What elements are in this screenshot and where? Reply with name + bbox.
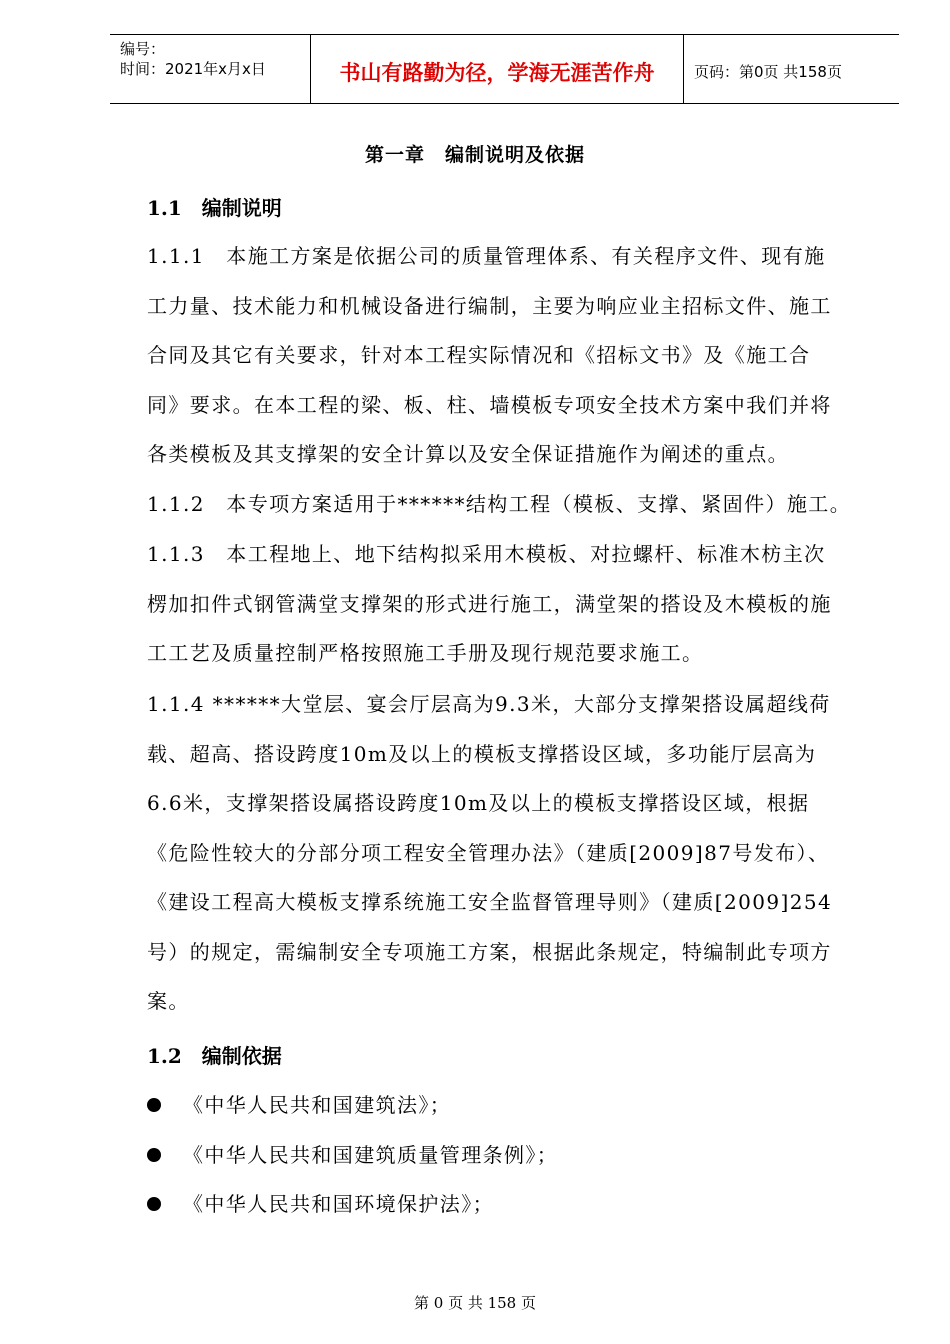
text-line: 1.1.3 本工程地上、地下结构拟采用木模板、对拉螺杆、标准木枋主次 [147,542,826,566]
list-item [147,1139,558,1168]
bullet-icon [147,1197,161,1211]
section-title-1-1: 1.1 编制说明 [147,196,282,220]
text-line: 合同及其它有关要求，针对本工程实际情况和《招标文书》及《施工合 [147,343,811,367]
bullet-icon [147,1098,161,1112]
text-line: 《危险性较大的分部分项工程安全管理办法》（建质[2009]87号发布）、 [147,840,830,865]
list-item-text: 《中华人民共和国建筑法》； [183,1093,452,1117]
text-line: 1.1.2 本专项方案适用于******结构工程（模板、支撑、紧固件）施工。 [147,492,852,516]
text-line: 楞加扣件式钢管满堂支撑架的形式进行施工，满堂架的搭设及木模板的施 [147,591,832,616]
text-line: 6.6米，支撑架搭设属搭设跨度10m及以上的模板支撑搭设区域，根据 [147,791,810,815]
time-label: 时间：2021年x月x日 [120,60,266,78]
header-motto: 书山有路勤为径，学海无涯苦作舟 [339,61,655,85]
page-header [110,34,899,104]
paragraph-1-1-3 [147,530,867,679]
text-line: 案。 [147,989,190,1013]
text-line: 工力量、技术能力和机械设备进行编制，主要为响应业主招标文件、施工 [147,293,832,318]
header-meta-cell [110,35,311,103]
list-item [147,1188,494,1217]
text-line: 1.1.1 本施工方案是依据公司的质量管理体系、有关程序文件、现有施 [147,244,826,268]
chapter-title: 第一章 编制说明及依据 [364,144,585,166]
header-page-info: 页码：第0页 共158页 [694,63,842,81]
paragraph-1-1-4 [147,680,867,1027]
text-line: 工工艺及质量控制严格按照施工手册及现行规范要求施工。 [147,641,704,665]
text-line: 号）的规定，需编制安全专项施工方案，根据此条规定，特编制此专项方 [147,939,832,964]
section-title-1-2: 1.2 编制依据 [147,1044,282,1068]
text-line: 同》要求。在本工程的梁、板、柱、墙模板专项安全技术方案中我们并将 [147,392,832,417]
text-line: 载、超高、搭设跨度10m及以上的模板支撑搭设区域，多功能厅层高为 [147,741,817,766]
text-line: 《建设工程高大模板支撑系统施工安全监督管理导则》（建质[2009]254 [147,890,833,914]
header-motto-cell [311,35,684,103]
paragraph-1-1-2 [147,480,867,530]
text-line: 1.1.4 ******大堂层、宴会厅层高为9.3米，大部分支撑架搭设属超线荷 [147,692,831,716]
code-label: 编号： [120,40,166,58]
list-item-text: 《中华人民共和国建筑质量管理条例》； [183,1143,559,1167]
text-line: 各类模板及其支撑架的安全计算以及安全保证措施作为阐述的重点。 [147,442,789,466]
list-item-text: 《中华人民共和国环境保护法》； [183,1192,494,1216]
bullet-icon [147,1148,161,1162]
list-item [147,1089,451,1118]
page-footer: 第 0 页 共 158 页 [413,1294,536,1312]
paragraph-1-1-1 [147,232,867,480]
header-page-cell [684,35,899,103]
